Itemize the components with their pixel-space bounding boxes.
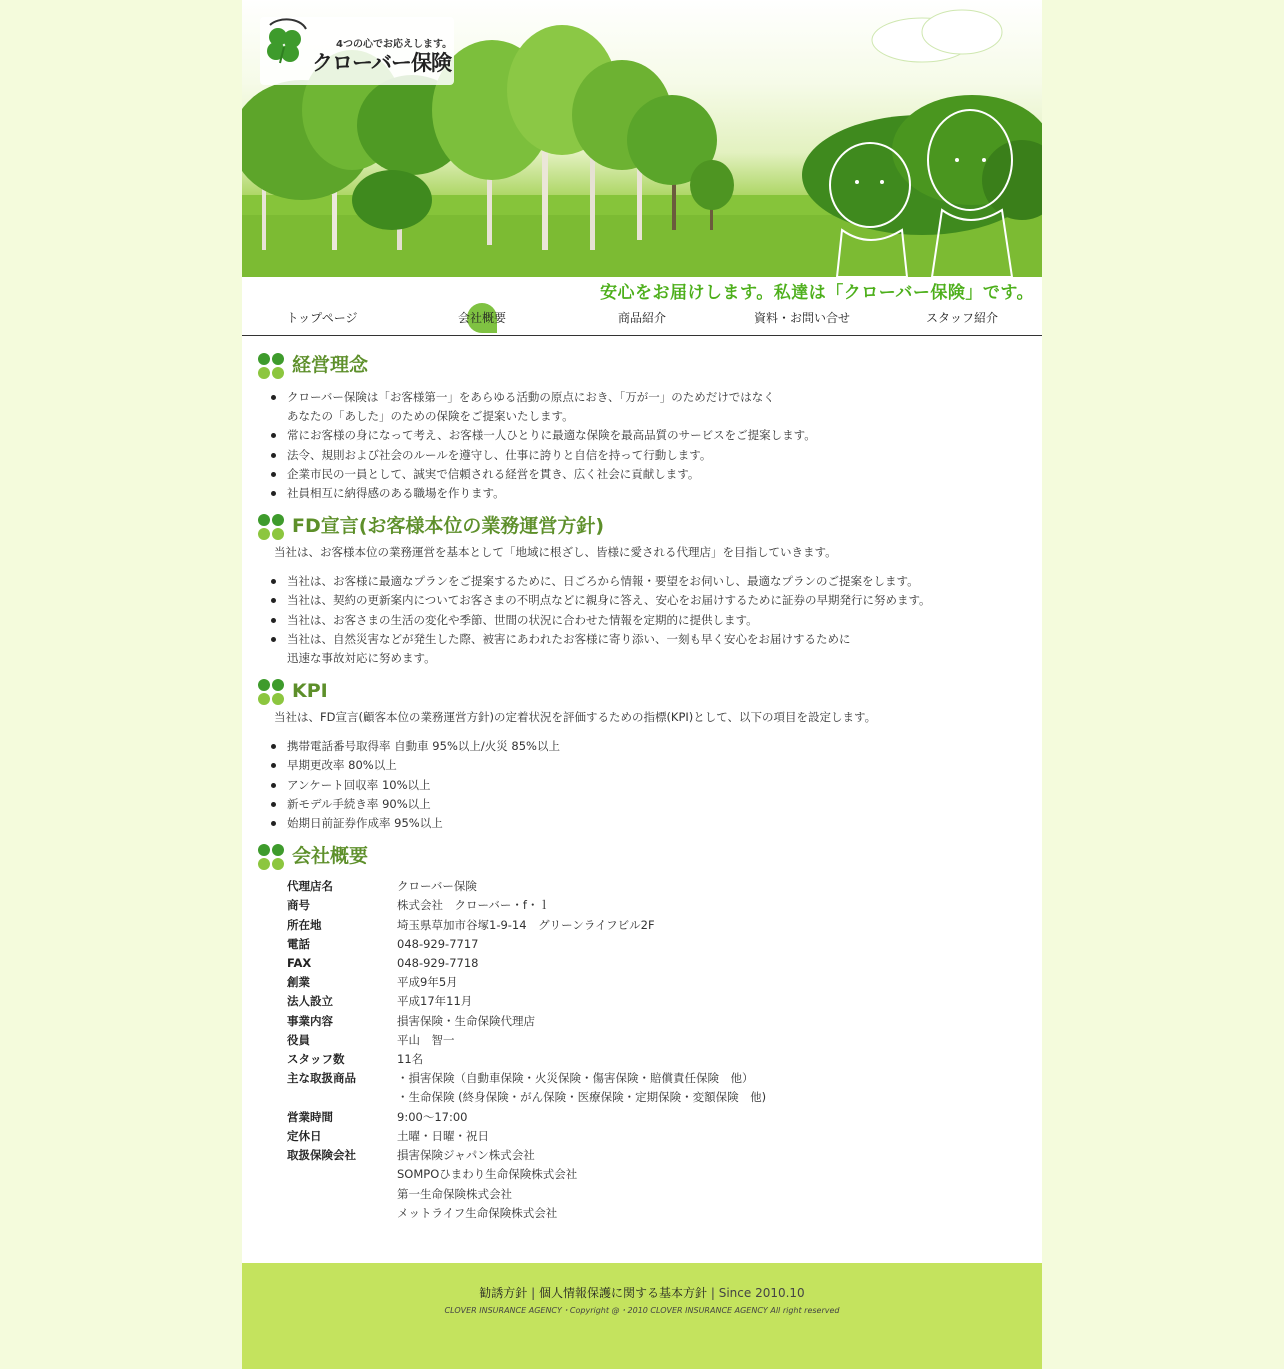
footer-links: [242, 1284, 1042, 1301]
company-info-value: 埼玉県草加市谷塚1-9-14 グリーンライフビル2F: [397, 917, 655, 932]
company-info-row: [287, 1108, 766, 1127]
since-text: Since 2010.10: [718, 1286, 805, 1300]
company-info-row: [287, 1050, 766, 1069]
company-info-value: 9:00～17:00: [397, 1109, 468, 1124]
company-info-row: [287, 877, 766, 896]
list-item: クローバー保険は「お客様第一」をあらゆる活動の原点におき、「万が一」のためだけではなく: [287, 388, 1042, 407]
list-item: 常にお客様の身になって考え、お客様一人ひとりに最適な保険を最高品質のサービスをご提案します。: [287, 426, 1042, 445]
main-content: [242, 336, 1042, 1223]
company-info-value: 第一生命保険株式会社: [397, 1186, 512, 1201]
clover-icon: [257, 843, 285, 871]
nav-contact[interactable]: 資料・お問い合せ: [753, 311, 850, 325]
company-info-value: メットライフ生命保険株式会社: [397, 1205, 558, 1220]
nav-staff[interactable]: スタッフ紹介: [925, 311, 998, 325]
company-info-value: クローバー保険: [397, 879, 477, 894]
fd-list: [242, 572, 1042, 668]
header-banner: [242, 0, 1042, 277]
company-info-row: [287, 935, 766, 954]
nav-products[interactable]: 商品紹介: [617, 311, 666, 325]
list-item: 当社は、お客様に最適なプランをご提案するために、日ごろから情報・要望をお伺いし、最適なプランのご提案をします。: [287, 572, 1042, 591]
page: [242, 0, 1042, 1369]
company-info-key: 電話: [287, 936, 310, 951]
company-info-row: [287, 1146, 766, 1165]
list-item: 早期更改率 80%以上: [287, 756, 1042, 775]
company-info-row: [287, 916, 766, 935]
company-info-value: 11名: [397, 1052, 424, 1067]
list-item: 当社は、契約の更新案内についてお客さまの不明点などに親身に答え、安心をお届けするために証券の早期発行に努めます。: [287, 591, 1042, 610]
main-nav: [242, 303, 1042, 336]
philosophy-list: [242, 388, 1042, 503]
company-info-key: 法人設立: [287, 994, 333, 1009]
company-info-key: [287, 1165, 397, 1184]
company-info-row: [287, 896, 766, 915]
company-info-table: [287, 877, 766, 1223]
list-item: 社員相互に納得感のある職場を作ります。: [287, 484, 1042, 503]
tagline: 安心をお届けします。私達は「クローバー保険」です。: [600, 283, 1034, 303]
clover-icon: [257, 678, 285, 706]
company-info-key: FAX: [287, 956, 312, 971]
kpi-intro: 当社は、FD宣言(顧客本位の業務運営方針)の定着状況を評価するための指標(KPI)として、以下の項目を設定します。: [274, 710, 877, 725]
list-item: 法令、規則および社会のルールを遵守し、仕事に誇りと自信を持って行動します。: [287, 446, 1042, 465]
solicitation-policy-link[interactable]: 勧誘方針: [479, 1286, 528, 1300]
company-info-value: SOMPOひまわり生命保険株式会社: [397, 1167, 578, 1182]
company-info-value: 株式会社 クローバー・f・ｌ: [397, 898, 550, 913]
company-info-row: [287, 954, 766, 973]
company-info-value: 損害保険・生命保険代理店: [397, 1013, 535, 1028]
company-info-value: 平山 智一: [397, 1032, 455, 1047]
company-info-key: 商号: [287, 898, 310, 913]
logo-subtitle: 4つの心でお応えします。: [336, 39, 453, 50]
footer-separator: |: [710, 1286, 715, 1300]
clover-icon: [257, 352, 285, 380]
fd-intro: 当社は、お客様本位の業務運営を基本として「地域に根ざし、皆様に愛される代理店」を目指していきます。: [274, 545, 837, 560]
company-info-key: 役員: [287, 1032, 310, 1047]
list-item: 携帯電話番号取得率 自動車 95%以上/火災 85%以上: [287, 737, 1042, 756]
company-info-value: 048-929-7717: [397, 936, 479, 951]
nav-top[interactable]: トップページ: [286, 311, 358, 325]
nav-company[interactable]: 会社概要: [402, 303, 562, 335]
privacy-policy-link[interactable]: 個人情報保護に関する基本方針: [539, 1286, 708, 1300]
company-info-key: 創業: [287, 975, 310, 990]
company-info-key: 取扱保険会社: [287, 1148, 356, 1163]
list-item: 始期日前証券作成率 95%以上: [287, 814, 1042, 833]
company-info-row: [287, 1127, 766, 1146]
company-info-key: 所在地: [287, 917, 322, 932]
company-info-row: [287, 1185, 766, 1204]
company-info-key: 代理店名: [287, 879, 333, 894]
company-info-key: スタッフ数: [287, 1052, 345, 1067]
section-company-title: 会社概要: [242, 841, 1042, 877]
list-item-continued: 迅速な事故対応に努めます。: [287, 651, 436, 666]
list-item: アンケート回収率 10%以上: [287, 776, 1042, 795]
list-item-continued: あなたの「あした」のための保険をご提案いたします。: [287, 409, 574, 424]
company-info-value: 平成9年5月: [397, 975, 458, 990]
kpi-list: [242, 737, 1042, 833]
company-info-value: 048-929-7718: [397, 956, 479, 971]
list-item: 企業市民の一員として、誠実で信頼される経営を貫き、広く社会に貢献します。: [287, 465, 1042, 484]
company-info-key: [287, 1185, 397, 1204]
list-item: 新モデル手続き率 90%以上: [287, 795, 1042, 814]
logo[interactable]: [260, 17, 454, 85]
company-info-row: [287, 1088, 766, 1107]
section-kpi-title: KPI: [242, 676, 1042, 712]
company-info-value: 平成17年11月: [397, 994, 473, 1009]
footer-separator: |: [531, 1286, 536, 1300]
company-info-key: 営業時間: [287, 1109, 333, 1124]
company-info-value: ・生命保険 (終身保険・がん保険・医療保険・定期保険・変額保険 他): [397, 1090, 767, 1105]
clover-icon: [257, 513, 285, 541]
company-info-row: [287, 992, 766, 1011]
company-info-key: [287, 1088, 397, 1107]
company-info-key: 事業内容: [287, 1013, 333, 1028]
company-info-value: ・損害保険（自動車保険・火災保険・傷害保険・賠償責任保険 他）: [397, 1071, 754, 1086]
company-info-value: 損害保険ジャパン株式会社: [397, 1148, 535, 1163]
company-info-key: [287, 1204, 397, 1223]
company-info-row: [287, 1069, 766, 1088]
company-info-key: 主な取扱商品: [287, 1071, 356, 1086]
logo-title: クローバー保険: [312, 51, 451, 75]
company-info-row: [287, 1204, 766, 1223]
list-item: 当社は、お客さまの生活の変化や季節、世間の状況に合わせた情報を定期的に提供します。: [287, 611, 1042, 630]
company-info-row: [287, 1165, 766, 1184]
clover-logo-icon: [260, 17, 308, 65]
company-info-key: 定休日: [287, 1128, 322, 1143]
company-info-row: [287, 1012, 766, 1031]
company-info-value: 土曜・日曜・祝日: [397, 1128, 489, 1143]
section-fd-title: FD宣言(お客様本位の業務運営方針): [242, 511, 1042, 547]
company-info-row: [287, 973, 766, 992]
footer: [242, 1263, 1042, 1369]
company-info-row: [287, 1031, 766, 1050]
list-item: 当社は、自然災害などが発生した際、被害にあわれたお客様に寄り添い、一刻も早く安心をお届けするために: [287, 630, 1042, 649]
section-philosophy-title: 経営理念: [242, 350, 1042, 386]
copyright: CLOVER INSURANCE AGENCY・Copyright @・2010 CLOVER INSURANCE AGENCY All right reserved: [444, 1306, 840, 1315]
